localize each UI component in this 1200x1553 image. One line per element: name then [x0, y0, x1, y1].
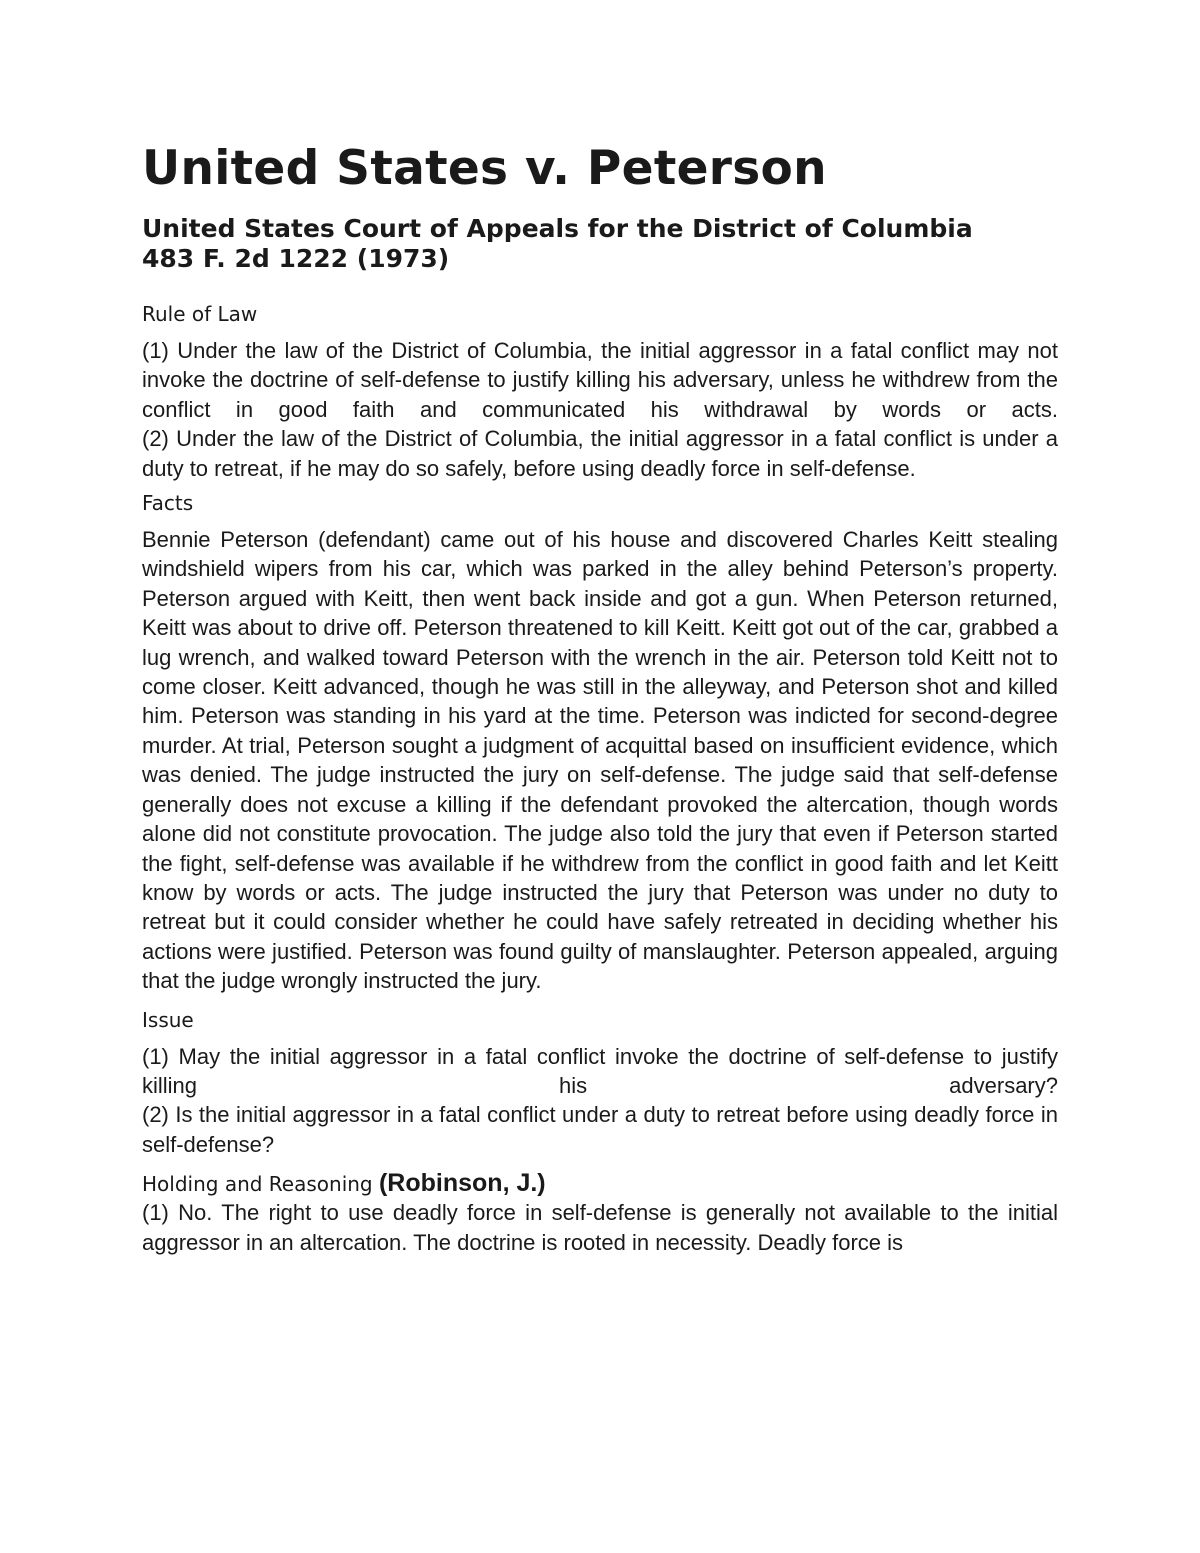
rule-of-law-item-1: (1) Under the law of the District of Columbia, the initial aggressor in a fatal conflict may not invoke the doctrine of self-defense to justify killing his adversary, unless he withdrew from the conflict in good faith and communicated his withdrawal by words or acts.	[142, 338, 1058, 422]
issue-item-2: (2) Is the initial aggressor in a fatal conflict under a duty to retreat before using deadly force in self-defense?	[142, 1102, 1058, 1157]
facts-heading: Facts	[142, 491, 194, 516]
holding-body: (1) No. The right to use deadly force in self-defense is generally not available to the initial aggressor in an altercation. The doctrine is rooted in necessity. Deadly force is	[142, 1200, 1058, 1255]
facts-body: Bennie Peterson (defendant) came out of his house and discovered Charles Keitt stealing windshield wipers from his car, which was parked in the alley behind Peterson’s property. Peterson argued with Keitt, then went back inside and got a gun. When Peterson returned, Keitt was about to drive off. Peterson threatened to kill Keitt. Keitt got out of the car, grabbed a lug wrench, and walked toward Peterson with the wrench in the air. Peterson told Keitt not to come closer. Keitt advanced, though he was still in the alleyway, and Peterson shot and killed him. Peterson was standing in his yard at the time. Peterson was indicted for second-degree murder. At trial, Peterson sought a judgment of acquittal based on insufficient evidence, which was denied. The judge instructed the jury on self-defense. The judge said that self-defense generally does not excuse a killing if the defendant provoked the altercation, though words alone did not constitute provocation. The judge also told the jury that even if Peterson started the fight, self-defense was available if he withdrew from the conflict in good faith and let Keitt know by words or acts. The judge instructed the jury that Peterson was under no duty to retreat but it could consider whether he could have safely retreated in deciding whether his actions were justified. Peterson was found guilty of manslaughter. Peterson appealed, arguing that the judge wrongly instructed the jury.	[142, 527, 1058, 994]
holding-heading-label: Holding and Reasoning	[142, 1172, 373, 1197]
rule-of-law-item-2: (2) Under the law of the District of Columbia, the initial aggressor in a fatal conflict is under a duty to retreat, if he may do so safely, before using deadly force in self-defense.	[142, 426, 1058, 481]
issue-item-1: (1) May the initial aggressor in a fatal conflict invoke the doctrine of self-defense to justify killing his adversary?	[142, 1043, 1058, 1098]
case-citation: 483 F. 2d 1222 (1973)	[142, 244, 450, 273]
court-name: United States Court of Appeals for the District of Columbia	[142, 214, 973, 243]
case-title: United States v. Peterson	[142, 141, 827, 196]
issue-heading: Issue	[142, 1007, 194, 1032]
document-page	[142, 138, 1058, 1267]
holding-judge: (Robinson, J.)	[378, 1169, 546, 1198]
rule-of-law-body	[142, 336, 1058, 483]
holding-heading	[142, 1169, 1058, 1198]
issue-body	[142, 1042, 1058, 1160]
rule-of-law-heading: Rule of Law	[142, 302, 258, 326]
